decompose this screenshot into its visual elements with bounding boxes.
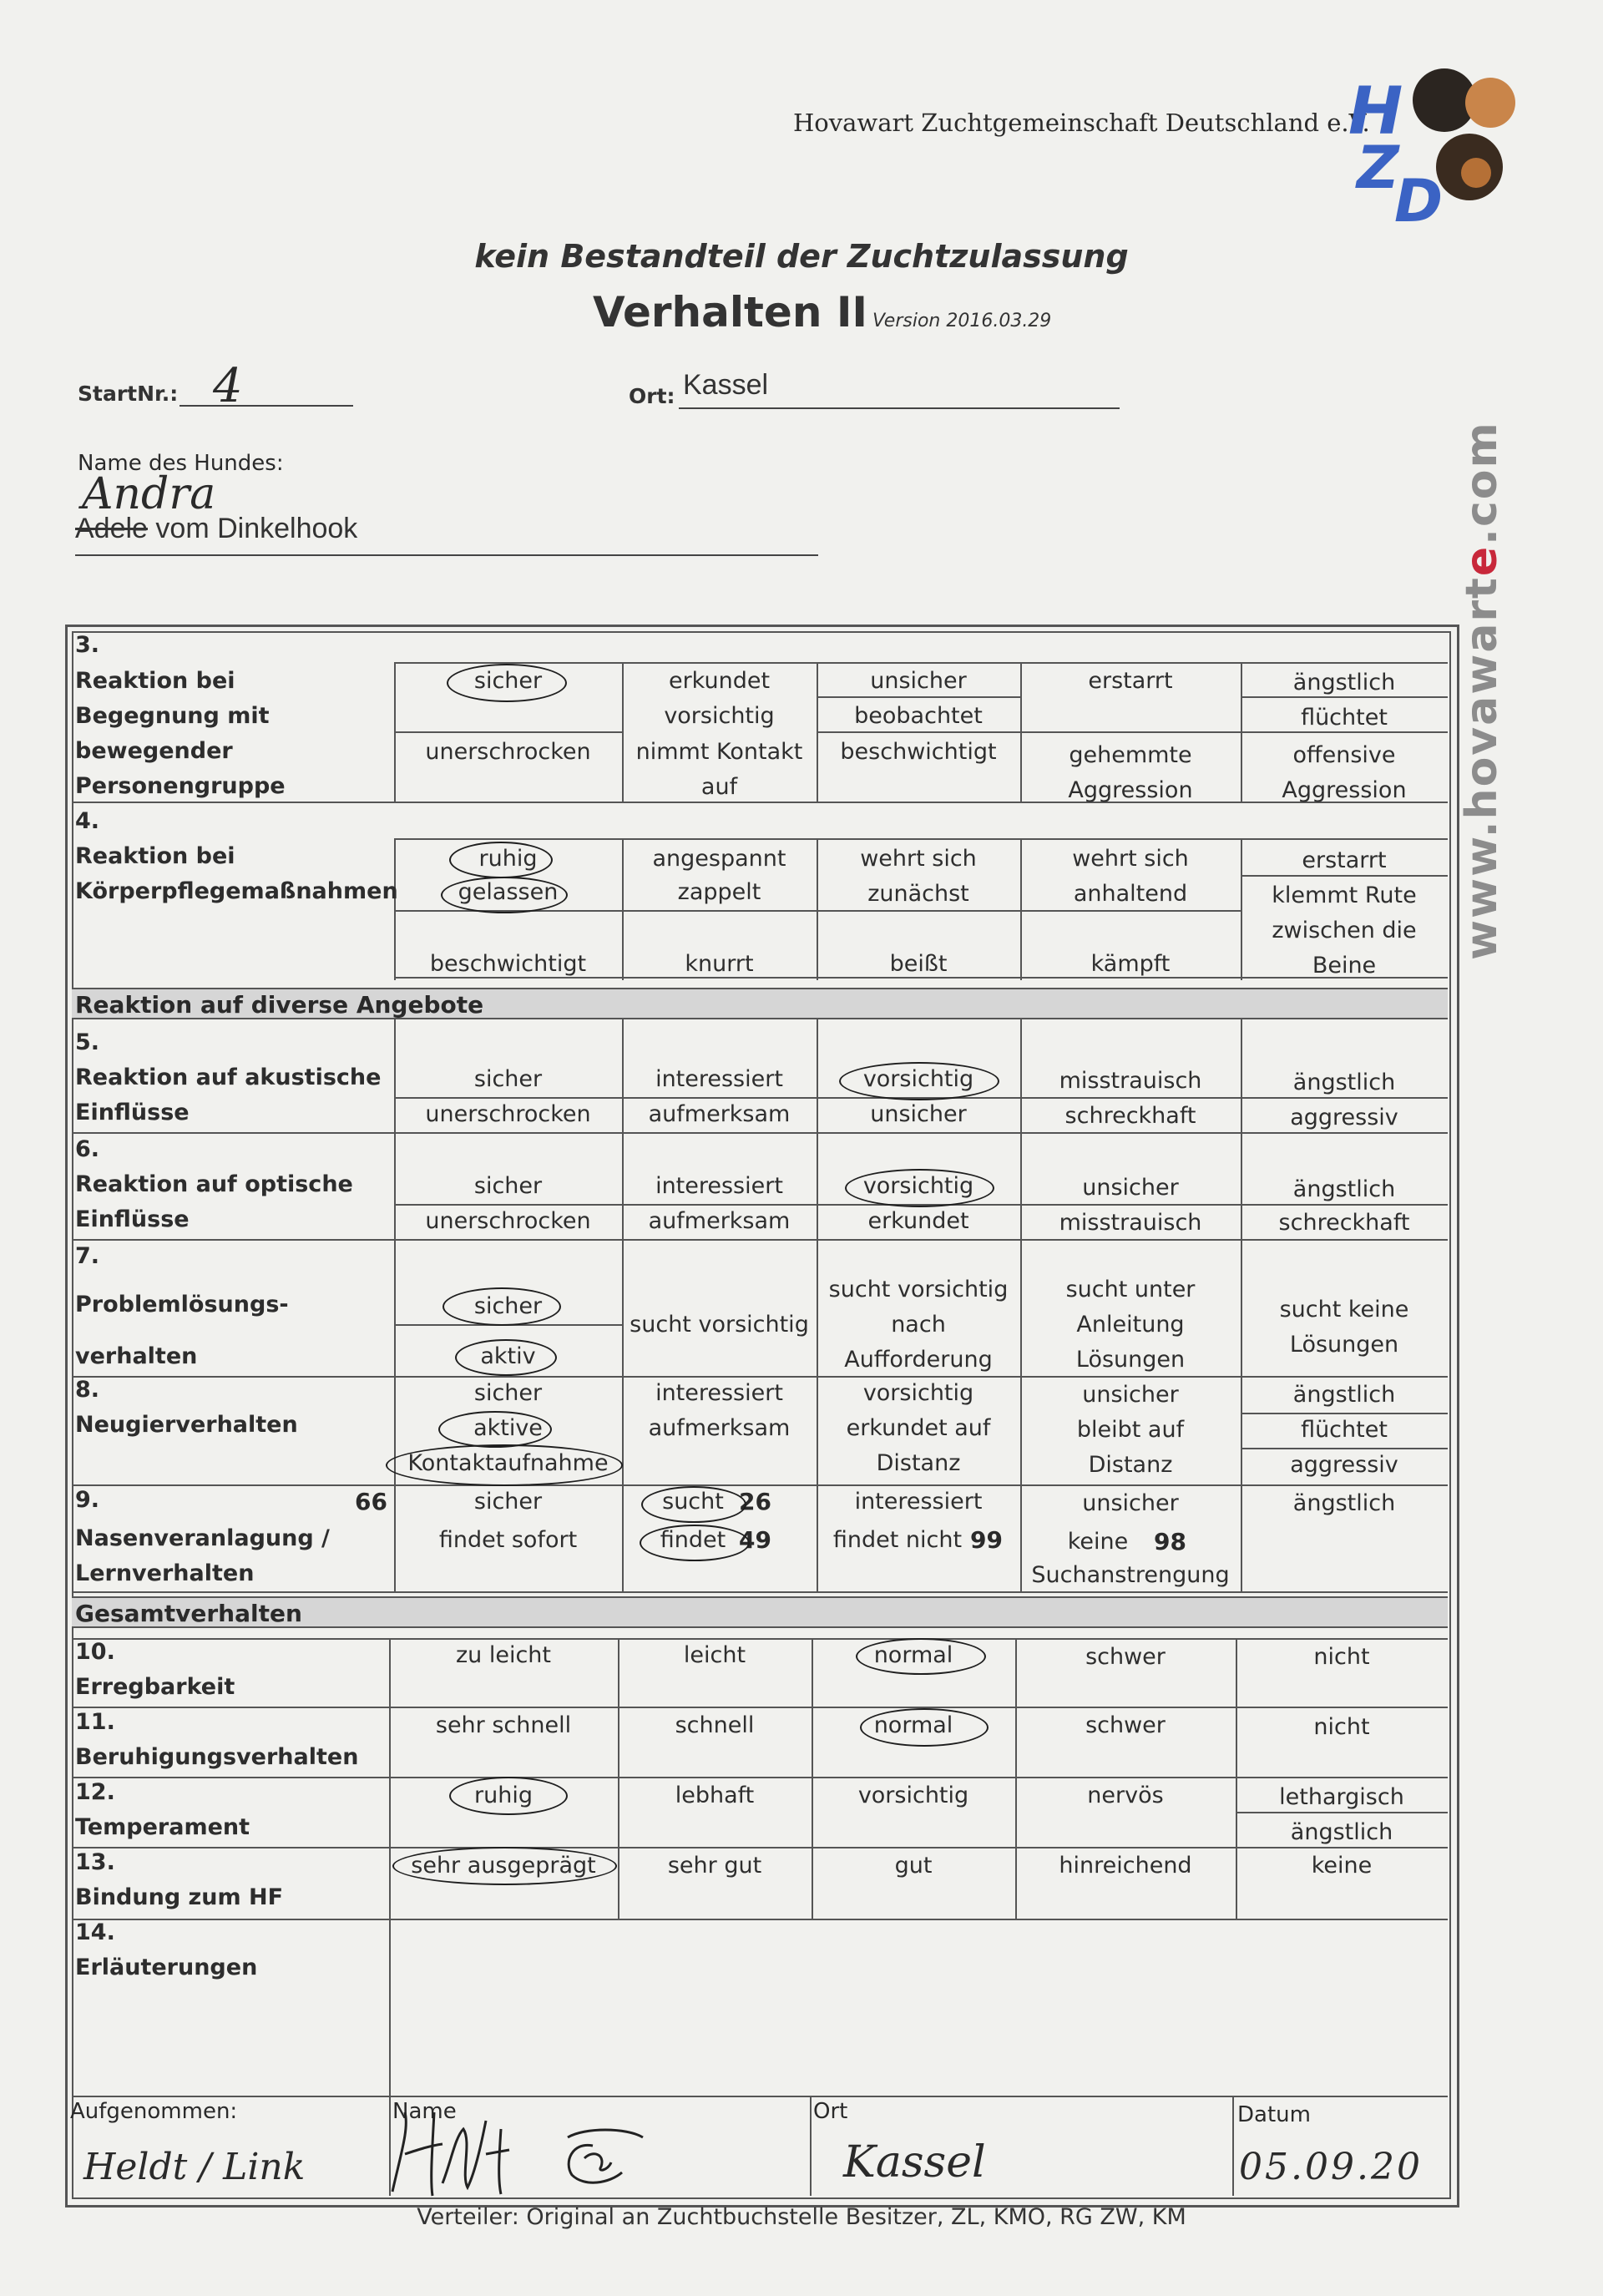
- row12-number: 12.: [75, 1779, 115, 1805]
- organisation-name: Hovawart Zuchtgemeinschaft Deutschland e.V.: [793, 109, 1370, 137]
- option-cell: Distanz: [876, 1450, 961, 1476]
- row9-points-total: 66: [355, 1488, 387, 1515]
- option-cell: sehr schnell: [435, 1712, 572, 1738]
- option-cell: misstrauisch: [1059, 1210, 1202, 1236]
- selection-mark: [438, 1411, 552, 1448]
- option-cell: klemmt Rute: [1272, 882, 1417, 908]
- svg-text:D: D: [1394, 167, 1444, 230]
- option-cell: ängstlich: [1292, 1070, 1396, 1095]
- erlaeuterungen-field[interactable]: [392, 1920, 1444, 2091]
- option-cell: leicht: [683, 1642, 746, 1668]
- option-cell: unsicher: [870, 668, 967, 694]
- option-cell: interessiert: [655, 1380, 783, 1406]
- option-cell: Aggression: [1068, 777, 1193, 803]
- option-cell: schreckhaft: [1278, 1210, 1410, 1236]
- option-cell: hinreichend: [1059, 1853, 1192, 1879]
- option-cell: sicher: [473, 668, 543, 694]
- section-gesamt: Gesamtverhalten: [72, 1596, 1448, 1628]
- option-cell: sucht unter: [1065, 1277, 1196, 1302]
- row5-label-2: Einflüsse: [75, 1100, 190, 1125]
- option-cell: unerschrocken: [425, 1208, 591, 1234]
- option-cell: wehrt sich: [1072, 846, 1189, 872]
- ort-label: Ort:: [629, 384, 675, 408]
- selection-mark: [449, 842, 553, 878]
- ort-sig-value: Kassel: [843, 2137, 986, 2187]
- row5-number: 5.: [75, 1029, 100, 1055]
- option-cell: nicht: [1313, 1644, 1370, 1670]
- option-cell: schwer: [1085, 1644, 1166, 1670]
- option-cell: sicher: [473, 1066, 543, 1092]
- option-cell: aufmerksam: [648, 1208, 791, 1234]
- option-cell: ängstlich: [1292, 1490, 1396, 1516]
- dog-name-label: Name des Hundes:: [78, 451, 284, 476]
- option-cell: gut: [894, 1853, 933, 1879]
- option-cell: misstrauisch: [1059, 1068, 1202, 1094]
- row6-label-1: Reaktion auf optische: [75, 1171, 353, 1197]
- option-cell: flüchtet: [1301, 705, 1388, 731]
- points-value: 26: [739, 1488, 771, 1515]
- option-cell: wehrt sich: [860, 846, 977, 872]
- dog-name-correction: Andra: [82, 469, 216, 519]
- row3-label-1: Reaktion bei: [75, 668, 235, 694]
- selection-mark: [455, 1339, 557, 1376]
- option-cell: findet nicht: [832, 1527, 963, 1553]
- option-cell: ruhig: [478, 846, 538, 872]
- startnr-label: StartNr.:: [78, 382, 179, 406]
- option-cell: angespannt: [652, 846, 786, 872]
- hzd-logo: [1336, 63, 1528, 230]
- datum-value: 05.09.20: [1239, 2146, 1423, 2188]
- selection-mark: [447, 664, 567, 702]
- option-cell: beißt: [889, 951, 948, 977]
- distribution-footer: Verteiler: Original an Zuchtbuchstelle Besitzer, ZL, KMO, RG ZW, KM: [417, 2204, 1186, 2230]
- row3-label-4: Personengruppe: [75, 773, 286, 799]
- dog-name-typed: [75, 513, 357, 545]
- option-cell: aufmerksam: [648, 1101, 791, 1127]
- option-cell: schreckhaft: [1064, 1103, 1196, 1129]
- points-value: 49: [739, 1526, 771, 1554]
- option-cell: sehr gut: [667, 1853, 762, 1879]
- row14-label: Erläuterungen: [75, 1955, 258, 1980]
- option-cell: lebhaft: [675, 1783, 755, 1808]
- row14-number: 14.: [75, 1919, 115, 1945]
- row4-number: 4.: [75, 808, 100, 834]
- option-cell: sicher: [473, 1380, 543, 1406]
- option-cell: vorsichtig: [862, 1066, 974, 1092]
- selection-mark: [856, 1638, 986, 1675]
- dog-name-struck: Adele: [75, 513, 148, 544]
- option-cell: nervös: [1087, 1783, 1164, 1808]
- selection-mark: [442, 1287, 561, 1326]
- option-cell: erkundet: [867, 1208, 969, 1234]
- option-cell: interessiert: [655, 1066, 783, 1092]
- selection-mark: [441, 877, 568, 913]
- option-cell: unsicher: [1082, 1490, 1179, 1516]
- row9-label-1: Nasenveranlagung /: [75, 1525, 330, 1551]
- option-cell: erkundet: [668, 668, 771, 694]
- option-cell: unerschrocken: [425, 739, 591, 765]
- option-cell: nicht: [1313, 1714, 1370, 1740]
- option-cell: anhaltend: [1073, 881, 1188, 907]
- option-cell: erstarrt: [1088, 668, 1173, 694]
- option-cell: schwer: [1085, 1712, 1166, 1738]
- selection-mark: [839, 1062, 999, 1100]
- option-cell: Kontaktaufnahme: [407, 1450, 609, 1476]
- option-cell: sicher: [473, 1173, 543, 1199]
- option-cell: gehemmte: [1069, 742, 1192, 768]
- row10-number: 10.: [75, 1639, 115, 1665]
- option-cell: unsicher: [1082, 1382, 1179, 1408]
- row6-label-2: Einflüsse: [75, 1206, 190, 1232]
- option-cell: vorsichtig: [664, 703, 775, 729]
- option-cell: unerschrocken: [425, 1101, 591, 1127]
- datum-label: Datum: [1237, 2102, 1311, 2127]
- option-cell: unsicher: [870, 1101, 967, 1127]
- option-cell: beschwichtigt: [429, 951, 587, 977]
- option-cell: lethargisch: [1279, 1784, 1404, 1810]
- name-label: Name: [392, 2099, 457, 2124]
- row7-label-1: Problemlösungs-: [75, 1292, 289, 1317]
- option-cell: sucht vorsichtig: [828, 1277, 1009, 1302]
- option-cell: sehr ausgeprägt: [411, 1853, 596, 1879]
- ort-value: Kassel: [683, 369, 769, 401]
- option-cell: bleibt auf: [1076, 1417, 1185, 1443]
- option-cell: Distanz: [1088, 1452, 1173, 1478]
- row11-number: 11.: [75, 1709, 115, 1735]
- row5-label-1: Reaktion auf akustische: [75, 1065, 382, 1090]
- row8-number: 8.: [75, 1377, 100, 1403]
- option-cell: aktiv: [480, 1343, 536, 1369]
- title-text: Verhalten II: [593, 288, 868, 336]
- option-cell: sucht vorsichtig: [630, 1312, 809, 1338]
- row13-label: Bindung zum HF: [75, 1884, 284, 1910]
- option-cell: nach: [891, 1312, 946, 1338]
- option-cell: Suchanstrengung: [1031, 1562, 1230, 1588]
- option-cell: ängstlich: [1292, 1382, 1396, 1408]
- subtitle: kein Bestandteil der Zuchtzulassung: [474, 238, 1129, 275]
- option-cell: zunächst: [867, 881, 969, 907]
- option-cell: flüchtet: [1301, 1417, 1388, 1443]
- option-cell: Beine: [1312, 953, 1377, 979]
- dog-name-rest: vom Dinkelhook: [155, 513, 358, 544]
- option-cell: findet: [660, 1527, 726, 1553]
- row8-label-1: Neugierverhalten: [75, 1412, 298, 1438]
- row9-number: 9.: [75, 1487, 100, 1513]
- row4-label-1: Reaktion bei: [75, 843, 235, 869]
- option-cell: erkundet auf: [846, 1415, 991, 1441]
- option-cell: Anleitung: [1076, 1312, 1185, 1338]
- option-cell: sicher: [473, 1489, 543, 1515]
- option-cell: Aggression: [1282, 777, 1407, 803]
- row10-label: Erregbarkeit: [75, 1674, 235, 1700]
- page-title: [593, 288, 1051, 336]
- aufgenommen-value: Heldt / Link: [83, 2146, 306, 2188]
- option-cell: unsicher: [1082, 1175, 1179, 1201]
- selection-mark: [641, 1486, 746, 1523]
- svg-text:H: H: [1348, 74, 1403, 149]
- option-cell: ängstlich: [1290, 1819, 1393, 1845]
- selection-mark: [640, 1525, 750, 1561]
- option-cell: interessiert: [854, 1489, 983, 1515]
- option-cell: keine: [1311, 1853, 1373, 1879]
- row3-number: 3.: [75, 632, 100, 658]
- option-cell: erstarrt: [1302, 847, 1387, 873]
- option-cell: ängstlich: [1292, 670, 1396, 695]
- option-cell: ruhig: [474, 1783, 533, 1808]
- option-cell: knurrt: [685, 951, 754, 977]
- option-cell: aufmerksam: [648, 1415, 791, 1441]
- option-cell: zwischen die: [1272, 918, 1417, 943]
- row9-label-2: Lernverhalten: [75, 1560, 255, 1586]
- option-cell: zappelt: [677, 879, 761, 905]
- points-value: 99: [970, 1526, 1003, 1554]
- selection-mark: [449, 1777, 568, 1815]
- option-cell: normal: [873, 1712, 953, 1738]
- option-cell: vorsichtig: [862, 1173, 974, 1199]
- option-cell: offensive: [1292, 742, 1396, 768]
- option-cell: schnell: [675, 1712, 755, 1738]
- row4-label-2: Körperpflegemaßnahmen: [75, 878, 398, 904]
- svg-text:www.hovawarte.com: www.hovawarte.com: [1457, 421, 1507, 960]
- signature-scribble: [384, 2104, 701, 2204]
- option-cell: findet sofort: [438, 1527, 578, 1553]
- selection-mark: [845, 1169, 994, 1207]
- option-cell: kämpft: [1090, 951, 1171, 977]
- selection-mark: [386, 1444, 623, 1486]
- option-cell: beobachtet: [854, 703, 983, 729]
- option-cell: Lösungen: [1289, 1332, 1399, 1358]
- points-value: 98: [1154, 1528, 1186, 1555]
- option-cell: Lösungen: [1075, 1347, 1186, 1373]
- option-cell: beschwichtigt: [840, 739, 997, 765]
- row3-label-3: bewegender: [75, 738, 233, 764]
- option-cell: sucht keine: [1279, 1297, 1409, 1322]
- ort-sig-label: Ort: [813, 2099, 848, 2124]
- option-cell: ängstlich: [1292, 1176, 1396, 1202]
- startnr-value: 4: [213, 359, 243, 413]
- row11-label: Beruhigungsverhalten: [75, 1744, 359, 1770]
- row6-number: 6.: [75, 1136, 100, 1162]
- row7-number: 7.: [75, 1243, 100, 1269]
- svg-text:Z: Z: [1357, 134, 1399, 202]
- version: Version 2016.03.29: [872, 311, 1052, 331]
- option-cell: gelassen: [458, 879, 559, 905]
- option-cell: vorsichtig: [857, 1783, 969, 1808]
- option-cell: keine: [1067, 1529, 1129, 1555]
- row3-label-2: Begegnung mit: [75, 703, 270, 729]
- section-diverse: Reaktion auf diverse Angebote: [72, 988, 1448, 1019]
- option-cell: normal: [873, 1642, 953, 1668]
- option-cell: zu leicht: [455, 1642, 552, 1668]
- option-cell: sicher: [473, 1293, 543, 1319]
- option-cell: vorsichtig: [862, 1380, 974, 1406]
- option-cell: nimmt Kontakt: [635, 739, 803, 765]
- row7-label-2: verhalten: [75, 1343, 198, 1369]
- option-cell: Aufforderung: [844, 1347, 993, 1373]
- selection-mark: [860, 1708, 989, 1747]
- selection-mark: [392, 1847, 617, 1885]
- option-cell: aggressiv: [1290, 1105, 1398, 1130]
- option-cell: aktive: [473, 1415, 543, 1441]
- option-cell: sucht: [662, 1489, 724, 1515]
- option-cell: interessiert: [655, 1173, 783, 1199]
- row13-number: 13.: [75, 1849, 115, 1875]
- option-cell: aggressiv: [1290, 1452, 1398, 1478]
- row12-label: Temperament: [75, 1814, 250, 1840]
- aufgenommen-label: Aufgenommen:: [70, 2099, 238, 2124]
- option-cell: auf: [700, 774, 738, 800]
